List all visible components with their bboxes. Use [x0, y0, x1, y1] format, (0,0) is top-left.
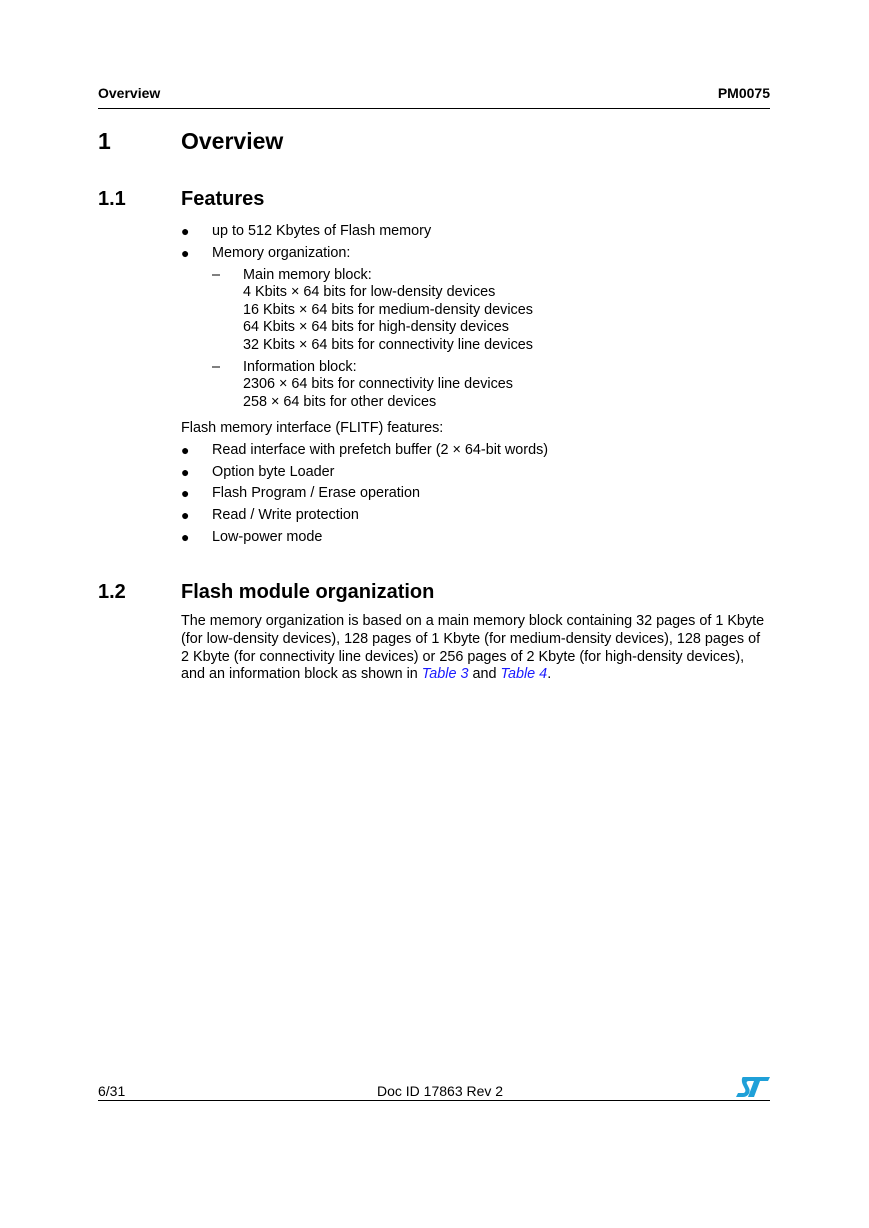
paragraph-text: .: [547, 666, 552, 683]
section-1-1-title: Features: [181, 188, 265, 210]
flitf-intro: Flash memory interface (FLITF) features:: [181, 420, 444, 436]
table-3-link[interactable]: Table 3: [421, 666, 469, 683]
main-block-line: 16 Kbits × 64 bits for medium-density devices: [243, 302, 533, 318]
main-block-line: 4 Kbits × 64 bits for low-density devices: [243, 284, 496, 300]
flitf-item: Flash Program / Erase operation: [212, 485, 420, 501]
dash-icon: –: [212, 359, 221, 375]
flitf-item: Read / Write protection: [212, 507, 359, 523]
main-block-line: 64 Kbits × 64 bits for high-density devices: [243, 319, 509, 335]
paragraph-text: and an information block as shown in: [181, 666, 422, 683]
info-block-line: 2306 × 64 bits for connectivity line devices: [243, 376, 513, 392]
section-1-2-number: 1.2: [98, 581, 126, 603]
st-logo-icon: [736, 1076, 770, 1098]
section-1-title: Overview: [181, 128, 284, 154]
paragraph-line: The memory organization is based on a main memory block containing 32 pages of 1 Kbyte: [181, 613, 765, 629]
main-block-label: Main memory block:: [243, 267, 372, 283]
dash-icon: –: [212, 267, 221, 283]
header-doc-code: PM0075: [717, 85, 770, 101]
footer-rule: [98, 1100, 770, 1101]
bullet-icon: ●: [181, 529, 190, 545]
bullet-icon: ●: [181, 245, 190, 261]
header-rule: [98, 108, 770, 109]
section-1-number: 1: [98, 128, 111, 154]
footer-page-number: 6/31: [98, 1083, 126, 1099]
bullet-icon: ●: [181, 442, 190, 458]
paragraph-text: and: [468, 666, 501, 683]
section-1-2-title: Flash module organization: [181, 581, 435, 603]
flitf-item: Read interface with prefetch buffer (2 × 64-bit words): [212, 442, 549, 458]
paragraph-line: (for low-density devices), 128 pages of 1 Kbyte (for medium-density devices), 128 pages of: [181, 630, 761, 647]
info-block-label: Information block:: [243, 359, 357, 375]
info-block-line: 258 × 64 bits for other devices: [243, 394, 437, 410]
bullet-icon: ●: [181, 464, 190, 480]
header-section-title: Overview: [98, 85, 161, 101]
main-block-line: 32 Kbits × 64 bits for connectivity line devices: [243, 337, 533, 353]
flitf-item: Low-power mode: [212, 529, 323, 545]
flitf-item: Option byte Loader: [212, 464, 335, 480]
paragraph-line: [181, 666, 781, 684]
footer-doc-id: Doc ID 17863 Rev 2: [377, 1083, 504, 1099]
bullet-icon: ●: [181, 485, 190, 501]
feature-item: up to 512 Kbytes of Flash memory: [212, 223, 432, 239]
paragraph-line: 2 Kbyte (for connectivity line devices) or 256 pages of 2 Kbyte (for high-density devices),: [181, 648, 745, 665]
organization-paragraph: [181, 613, 781, 684]
feature-item: Memory organization:: [212, 245, 351, 261]
bullet-icon: ●: [181, 507, 190, 523]
table-4-link[interactable]: Table 4: [500, 666, 548, 683]
bullet-icon: ●: [181, 223, 190, 239]
section-1-1-number: 1.1: [98, 188, 126, 210]
